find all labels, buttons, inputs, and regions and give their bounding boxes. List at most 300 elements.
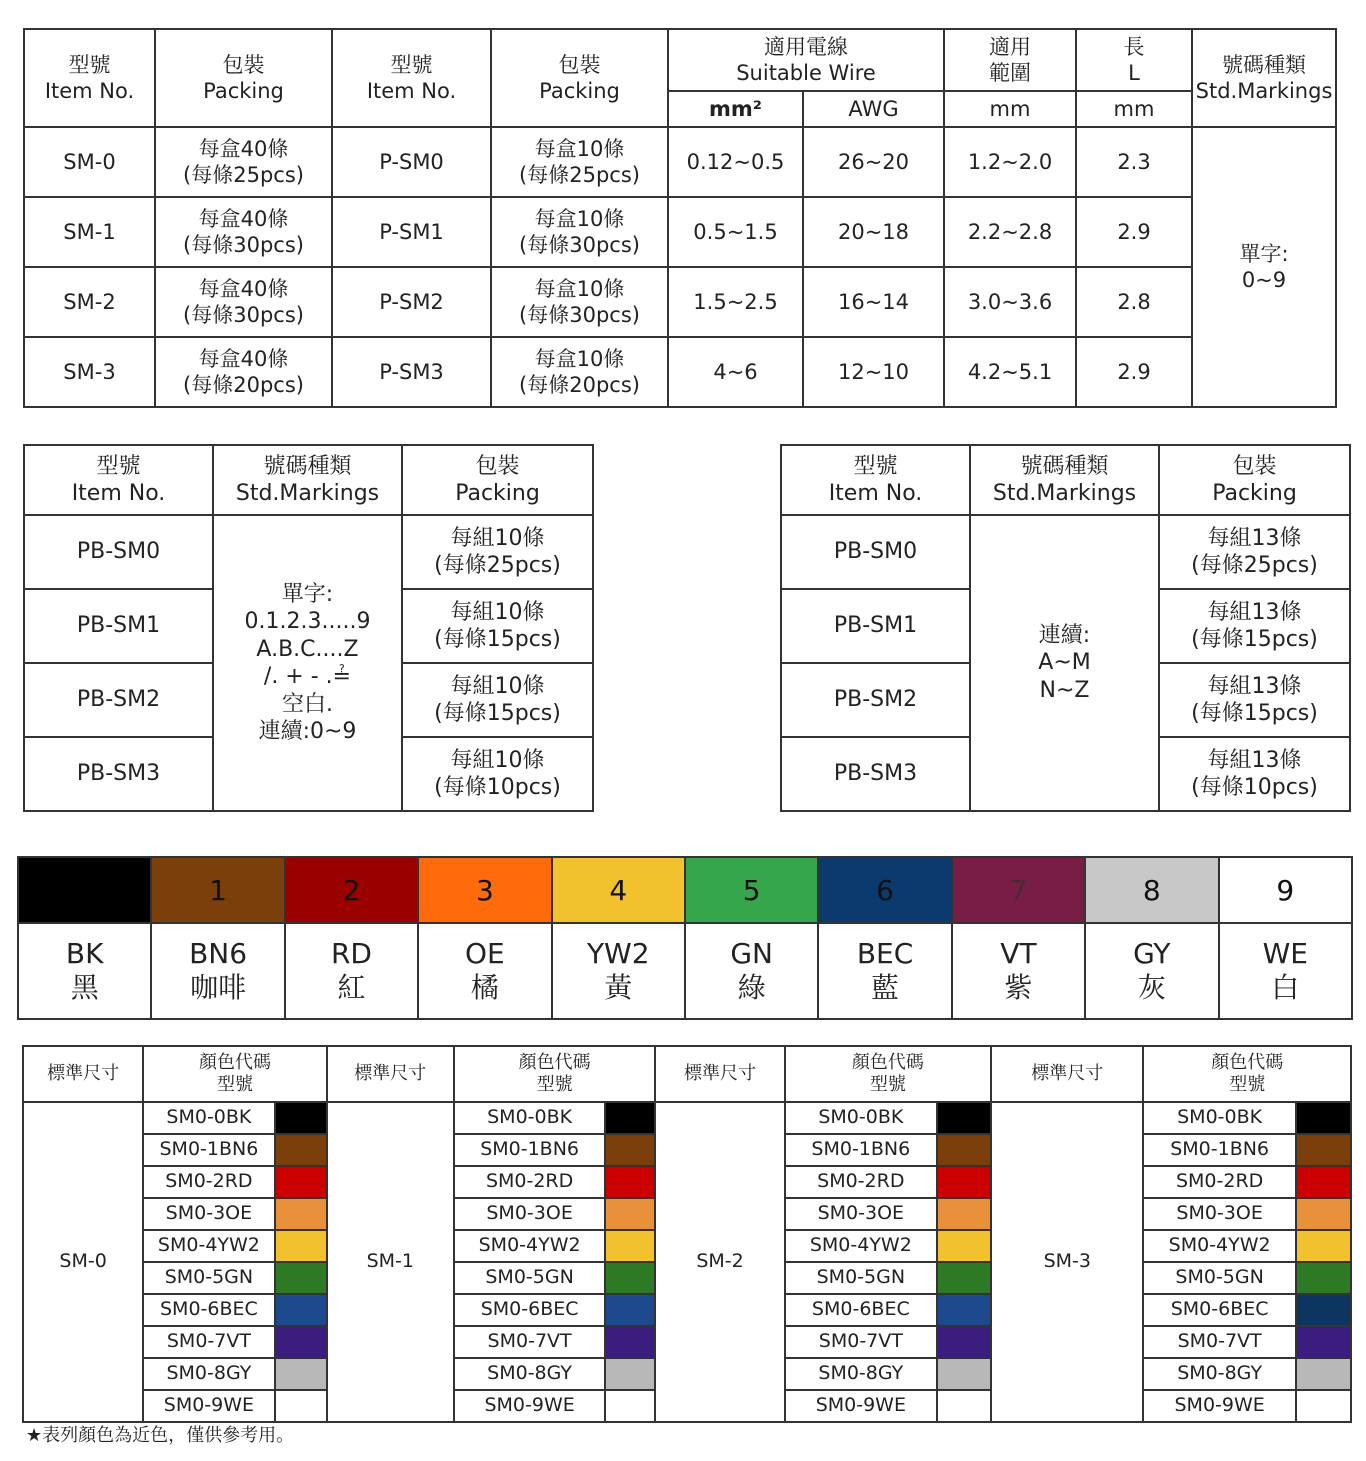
- color-swatch: [937, 1326, 991, 1358]
- range-mm: 1.2~2.0: [944, 127, 1076, 197]
- color-swatch: [275, 1326, 327, 1358]
- item-no-2: P-SM2: [332, 267, 491, 337]
- cell-line: 型號: [1229, 1074, 1266, 1095]
- header-packing2: 包裝 Packing: [491, 29, 668, 127]
- pb-table-sequence: [780, 444, 1351, 812]
- packing: [1159, 737, 1350, 811]
- color-model-code: SM0-1BN6: [785, 1134, 937, 1166]
- standard-size: SM-3: [991, 1102, 1143, 1422]
- color-swatch: [605, 1134, 655, 1166]
- color-swatch: [937, 1230, 991, 1262]
- color-swatch: [1296, 1262, 1351, 1294]
- cell-line: N~Z: [1039, 677, 1090, 703]
- color-model-code: SM0-2RD: [1143, 1166, 1295, 1198]
- std-markings: [1192, 127, 1336, 407]
- item-no-2: P-SM3: [332, 337, 491, 407]
- item-no: PB-SM2: [24, 663, 213, 737]
- cell-line: 空白.: [282, 691, 333, 717]
- color-swatch: [1296, 1294, 1351, 1326]
- cell-line: /. + - .≟: [263, 664, 352, 689]
- header-mm2: mm²: [668, 91, 803, 127]
- packing: [402, 737, 593, 811]
- swatch-fill: [938, 1199, 990, 1229]
- color-model-code: SM0-6BEC: [143, 1294, 274, 1326]
- table-row: [23, 1102, 1351, 1134]
- wire-mm2: 0.12~0.5: [668, 127, 803, 197]
- color-swatch: [275, 1358, 327, 1390]
- table-row: [24, 127, 1336, 197]
- swatch-fill: [276, 1199, 326, 1229]
- color-swatch: [275, 1294, 327, 1326]
- cell-line: 每盒40條: [198, 276, 289, 301]
- color-swatch: [605, 1102, 655, 1134]
- item-no: PB-SM3: [24, 737, 213, 811]
- cell-line: 每組13條: [1207, 747, 1302, 773]
- color-name-we: [1219, 923, 1352, 1019]
- swatch-fill: [606, 1199, 654, 1229]
- color-model-code: SM0-9WE: [454, 1390, 605, 1422]
- header-color-code: [1143, 1046, 1351, 1102]
- cell-line: 每盒10條: [534, 136, 625, 161]
- cell-line: 每組13條: [1207, 673, 1302, 699]
- swatch-fill: [938, 1295, 990, 1325]
- header-packing: 包裝 Packing: [402, 445, 593, 515]
- header-standard-size: 標準尺寸: [655, 1046, 784, 1102]
- swatch-fill: [938, 1231, 990, 1261]
- header-mm-range: mm: [944, 91, 1076, 127]
- cell-line: 每盒10條: [534, 276, 625, 301]
- table-row: [24, 267, 1336, 337]
- color-swatch: [1296, 1326, 1351, 1358]
- color-chinese-name: 黑: [70, 971, 99, 1004]
- color-code: OE: [465, 937, 505, 971]
- color-swatch: [275, 1262, 327, 1294]
- color-name-vt: [952, 923, 1085, 1019]
- color-swatch: [275, 1230, 327, 1262]
- packing: [1159, 663, 1350, 737]
- color-model-code: SM0-3OE: [454, 1198, 605, 1230]
- color-model-code: SM0-6BEC: [1143, 1294, 1295, 1326]
- color-swatch: [1296, 1198, 1351, 1230]
- header-standard-size: 標準尺寸: [23, 1046, 143, 1102]
- swatch-fill: [606, 1135, 654, 1165]
- color-swatch-we: 9: [1219, 857, 1352, 923]
- swatch-fill: [938, 1135, 990, 1165]
- item-no: PB-SM3: [781, 737, 970, 811]
- color-swatch: [275, 1102, 327, 1134]
- color-swatch-yw2: 4: [552, 857, 685, 923]
- cell-line: 連續:0~9: [258, 719, 357, 744]
- header-awg: AWG: [803, 91, 944, 127]
- color-model-code: SM0-0BK: [143, 1102, 274, 1134]
- table-row: [24, 197, 1336, 267]
- cell-line: (每條30pcs): [519, 303, 640, 327]
- wire-awg: 26~20: [803, 127, 944, 197]
- swatch-fill: [938, 1103, 990, 1133]
- cell-line: (每條15pcs): [1191, 627, 1318, 652]
- color-model-code: SM0-9WE: [785, 1390, 937, 1422]
- item-no: SM-1: [24, 197, 155, 267]
- cell-line: (每條15pcs): [434, 627, 561, 652]
- color-model-code: SM0-4YW2: [785, 1230, 937, 1262]
- color-model-code: SM0-1BN6: [143, 1134, 274, 1166]
- color-chinese-name: 橘: [470, 971, 499, 1004]
- packing: [402, 589, 593, 663]
- color-model-code: SM0-5GN: [785, 1262, 937, 1294]
- wire-mm2: 4~6: [668, 337, 803, 407]
- color-model-code: SM0-7VT: [454, 1326, 605, 1358]
- color-model-code: SM0-4YW2: [1143, 1230, 1295, 1262]
- color-swatch: [1296, 1230, 1351, 1262]
- wire-awg: 16~14: [803, 267, 944, 337]
- cell-line: A~M: [1038, 650, 1091, 676]
- color-swatch-gn: 5: [685, 857, 818, 923]
- swatch-fill: [606, 1263, 654, 1293]
- header-packing: 包裝 Packing: [1159, 445, 1350, 515]
- swatch-fill: [1297, 1231, 1350, 1261]
- header-length: 長 L: [1076, 29, 1192, 91]
- color-model-code: SM0-4YW2: [454, 1230, 605, 1262]
- table-row: [24, 515, 593, 589]
- swatch-fill: [1297, 1135, 1350, 1165]
- color-code-table: [17, 856, 1353, 1020]
- cell-line: 每組10條: [450, 525, 545, 551]
- color-swatch: [1296, 1166, 1351, 1198]
- standard-size: SM-0: [23, 1102, 143, 1422]
- color-swatch: [937, 1358, 991, 1390]
- packing: [402, 663, 593, 737]
- color-model-code: SM0-3OE: [143, 1198, 274, 1230]
- color-swatch-gy: 8: [1085, 857, 1218, 923]
- color-name-gy: [1085, 923, 1218, 1019]
- cell-line: (每條10pcs): [1191, 775, 1318, 800]
- length-mm: 2.9: [1076, 337, 1192, 407]
- color-model-code: SM0-5GN: [1143, 1262, 1295, 1294]
- cell-line: (每條10pcs): [434, 775, 561, 800]
- swatch-fill: [276, 1359, 326, 1389]
- color-model-code: SM0-2RD: [785, 1166, 937, 1198]
- cell-line: 每組10條: [450, 747, 545, 773]
- color-chinese-name: 咖啡: [190, 971, 247, 1004]
- color-swatch: [937, 1134, 991, 1166]
- header-item: 型號 Item No.: [24, 29, 155, 127]
- color-model-code: SM0-2RD: [454, 1166, 605, 1198]
- item-no: PB-SM1: [781, 589, 970, 663]
- color-model-code: SM0-7VT: [1143, 1326, 1295, 1358]
- packing: [155, 127, 332, 197]
- cell-line: 每盒40條: [198, 346, 289, 371]
- swatch-fill: [276, 1263, 326, 1293]
- item-no: SM-2: [24, 267, 155, 337]
- cell-line: 每盒10條: [534, 346, 625, 371]
- range-mm: 3.0~3.6: [944, 267, 1076, 337]
- packing: [155, 337, 332, 407]
- cell-line: (每條25pcs): [1191, 553, 1318, 578]
- cell-line: 0.1.2.3.....9: [244, 609, 371, 634]
- header-wire: 適用電線 Suitable Wire: [668, 29, 944, 91]
- spec-table: [23, 28, 1337, 408]
- packing: [402, 515, 593, 589]
- cell-line: (每條20pcs): [183, 373, 304, 397]
- color-name-rd: [285, 923, 418, 1019]
- color-name-gn: [685, 923, 818, 1019]
- color-swatch: [937, 1262, 991, 1294]
- wire-awg: 12~10: [803, 337, 944, 407]
- packing: [1159, 589, 1350, 663]
- color-model-code: SM0-7VT: [785, 1326, 937, 1358]
- color-chinese-name: 灰: [1137, 971, 1166, 1004]
- table-row: [781, 515, 1350, 589]
- color-chinese-name: 白: [1271, 971, 1300, 1004]
- standard-size: SM-2: [655, 1102, 784, 1422]
- swatch-fill: [276, 1231, 326, 1261]
- color-swatch: [605, 1390, 655, 1422]
- standard-size: SM-1: [327, 1102, 454, 1422]
- cell-line: (每條25pcs): [183, 163, 304, 187]
- color-swatch-bk: [18, 857, 151, 923]
- header-color-code: [454, 1046, 655, 1102]
- cell-line: (每條15pcs): [1191, 701, 1318, 726]
- length-mm: 2.3: [1076, 127, 1192, 197]
- cell-line: (每條20pcs): [519, 373, 640, 397]
- color-swatch: [605, 1262, 655, 1294]
- cell-line: 單字:: [1239, 241, 1289, 266]
- color-swatch: [275, 1166, 327, 1198]
- swatch-fill: [606, 1295, 654, 1325]
- swatch-fill: [606, 1391, 654, 1421]
- color-model-code: SM0-8GY: [454, 1358, 605, 1390]
- range-mm: 4.2~5.1: [944, 337, 1076, 407]
- color-name-bec: [818, 923, 951, 1019]
- swatch-fill: [938, 1359, 990, 1389]
- color-chinese-name: 綠: [737, 971, 766, 1004]
- header-range: 適用 範圍: [944, 29, 1076, 91]
- color-chinese-name: 黃: [604, 971, 633, 1004]
- color-swatch: [605, 1230, 655, 1262]
- color-code: RD: [330, 937, 372, 971]
- header-color-code: [143, 1046, 326, 1102]
- swatch-fill: [276, 1135, 326, 1165]
- cell-line: 每組13條: [1207, 599, 1302, 625]
- color-code: BK: [65, 937, 104, 971]
- cell-line: 單字:: [281, 581, 334, 607]
- cell-line: (每條30pcs): [183, 303, 304, 327]
- swatch-fill: [606, 1103, 654, 1133]
- header-markings: 號碼種類 Std.Markings: [213, 445, 402, 515]
- cell-line: 每盒40條: [198, 206, 289, 231]
- color-model-code: SM0-8GY: [143, 1358, 274, 1390]
- color-name-bn6: [151, 923, 284, 1019]
- color-swatch: [275, 1198, 327, 1230]
- swatch-fill: [606, 1167, 654, 1197]
- packing: [155, 197, 332, 267]
- color-code: VT: [1000, 937, 1037, 971]
- cell-line: 顏色代碼: [198, 1052, 271, 1074]
- swatch-fill: [938, 1167, 990, 1197]
- wire-awg: 20~18: [803, 197, 944, 267]
- swatch-fill: [1297, 1327, 1350, 1357]
- cell-line: 每組10條: [450, 673, 545, 699]
- color-model-code: SM0-2RD: [143, 1166, 274, 1198]
- range-mm: 2.2~2.8: [944, 197, 1076, 267]
- color-swatch: [937, 1198, 991, 1230]
- cell-line: 型號: [536, 1074, 573, 1095]
- cell-line: (每條30pcs): [519, 233, 640, 257]
- packing-2: [491, 337, 668, 407]
- color-swatch-oe: 3: [418, 857, 551, 923]
- color-swatch: [937, 1390, 991, 1422]
- header-standard-size: 標準尺寸: [991, 1046, 1143, 1102]
- pb-table-singles: [23, 444, 594, 812]
- cell-line: 顏色代碼: [1211, 1052, 1284, 1074]
- color-swatch: [605, 1166, 655, 1198]
- color-model-code: SM0-8GY: [1143, 1358, 1295, 1390]
- item-no: PB-SM0: [781, 515, 970, 589]
- item-no: SM-0: [24, 127, 155, 197]
- item-no-2: P-SM1: [332, 197, 491, 267]
- color-model-code: SM0-6BEC: [785, 1294, 937, 1326]
- cell-line: (每條30pcs): [183, 233, 304, 257]
- swatch-fill: [276, 1391, 326, 1421]
- color-swatch-bec: 6: [818, 857, 951, 923]
- color-swatch: [605, 1294, 655, 1326]
- swatch-fill: [606, 1359, 654, 1389]
- swatch-fill: [1297, 1199, 1350, 1229]
- color-swatch: [1296, 1102, 1351, 1134]
- swatch-fill: [606, 1327, 654, 1357]
- swatch-fill: [276, 1167, 326, 1197]
- swatch-fill: [1297, 1391, 1350, 1421]
- swatch-fill: [1297, 1263, 1350, 1293]
- packing-2: [491, 197, 668, 267]
- color-model-code: SM0-1BN6: [454, 1134, 605, 1166]
- table-row: [24, 337, 1336, 407]
- header-markings: 號碼種類 Std.Markings: [970, 445, 1159, 515]
- color-swatch: [937, 1166, 991, 1198]
- header-item: 型號 Item No.: [781, 445, 970, 515]
- color-model-code: SM0-6BEC: [454, 1294, 605, 1326]
- color-code: BN6: [189, 937, 248, 971]
- color-swatch: [1296, 1358, 1351, 1390]
- swatch-fill: [1297, 1103, 1350, 1133]
- color-code: BEC: [856, 937, 914, 971]
- color-swatch-rd: 2: [285, 857, 418, 923]
- color-model-code: SM0-0BK: [1143, 1102, 1295, 1134]
- cell-line: 每組13條: [1207, 525, 1302, 551]
- swatch-fill: [938, 1391, 990, 1421]
- color-swatch: [937, 1102, 991, 1134]
- swatch-fill: [276, 1103, 326, 1133]
- item-no: PB-SM1: [24, 589, 213, 663]
- wire-mm2: 1.5~2.5: [668, 267, 803, 337]
- color-name-oe: [418, 923, 551, 1019]
- std-markings: [213, 515, 402, 811]
- packing-2: [491, 127, 668, 197]
- header-mm-len: mm: [1076, 91, 1192, 127]
- color-model-code: SM0-5GN: [143, 1262, 274, 1294]
- color-swatch: [605, 1198, 655, 1230]
- swatch-fill: [1297, 1167, 1350, 1197]
- length-mm: 2.9: [1076, 197, 1192, 267]
- color-model-code: SM0-0BK: [454, 1102, 605, 1134]
- cell-line: 每組10條: [450, 599, 545, 625]
- cell-line: (每條25pcs): [434, 553, 561, 578]
- item-no: PB-SM2: [781, 663, 970, 737]
- header-packing: 包裝 Packing: [155, 29, 332, 127]
- cell-line: 顏色代碼: [518, 1052, 591, 1074]
- header-standard-size: 標準尺寸: [327, 1046, 454, 1102]
- color-code: GY: [1133, 937, 1171, 971]
- color-swatch: [1296, 1390, 1351, 1422]
- swatch-fill: [606, 1231, 654, 1261]
- header-markings: 號碼種類 Std.Markings: [1192, 29, 1336, 127]
- color-model-code: SM0-4YW2: [143, 1230, 274, 1262]
- item-no: SM-3: [24, 337, 155, 407]
- color-name-yw2: [552, 923, 685, 1019]
- length-mm: 2.8: [1076, 267, 1192, 337]
- color-model-code: SM0-0BK: [785, 1102, 937, 1134]
- color-chinese-name: 紫: [1004, 971, 1033, 1004]
- item-no-2: P-SM0: [332, 127, 491, 197]
- color-swatch: [1296, 1134, 1351, 1166]
- color-code: WE: [1262, 937, 1308, 971]
- cell-line: 型號: [869, 1074, 906, 1095]
- cell-line: 顏色代碼: [851, 1052, 924, 1074]
- swatch-fill: [938, 1327, 990, 1357]
- std-markings: [970, 515, 1159, 811]
- header-item2: 型號 Item No.: [332, 29, 491, 127]
- color-model-code: SM0-7VT: [143, 1326, 274, 1358]
- color-model-code: SM0-9WE: [143, 1390, 274, 1422]
- cell-line: 0~9: [1241, 268, 1287, 292]
- color-swatch: [605, 1358, 655, 1390]
- color-code: GN: [730, 937, 773, 971]
- color-swatch: [937, 1294, 991, 1326]
- packing-2: [491, 267, 668, 337]
- header-color-code: [785, 1046, 991, 1102]
- color-model-code: SM0-1BN6: [1143, 1134, 1295, 1166]
- color-chinese-name: 藍: [871, 971, 900, 1004]
- swatch-fill: [1297, 1359, 1350, 1389]
- color-model-code: SM0-3OE: [1143, 1198, 1295, 1230]
- color-name-bk: [18, 923, 151, 1019]
- color-size-table: [22, 1045, 1352, 1423]
- cell-line: (每條25pcs): [519, 163, 640, 187]
- cell-line: 連續:: [1038, 622, 1091, 648]
- footnote: ★表列顏色為近色，僅供參考用。: [26, 1425, 295, 1446]
- header-item: 型號 Item No.: [24, 445, 213, 515]
- color-swatch: [275, 1390, 327, 1422]
- color-swatch: [275, 1134, 327, 1166]
- color-model-code: SM0-3OE: [785, 1198, 937, 1230]
- color-model-code: SM0-8GY: [785, 1358, 937, 1390]
- cell-line: (每條15pcs): [434, 701, 561, 726]
- color-swatch-bn6: 1: [151, 857, 284, 923]
- color-swatch: [605, 1326, 655, 1358]
- swatch-fill: [938, 1263, 990, 1293]
- packing: [1159, 515, 1350, 589]
- color-model-code: SM0-9WE: [1143, 1390, 1295, 1422]
- color-model-code: SM0-5GN: [454, 1262, 605, 1294]
- color-chinese-name: 紅: [337, 971, 366, 1004]
- color-swatch-vt: 7: [952, 857, 1085, 923]
- packing: [155, 267, 332, 337]
- swatch-fill: [1297, 1295, 1350, 1325]
- color-code: YW2: [586, 937, 650, 971]
- cell-line: A.B.C....Z: [256, 636, 359, 662]
- cell-line: 型號: [216, 1074, 253, 1095]
- cell-line: 每盒40條: [198, 136, 289, 161]
